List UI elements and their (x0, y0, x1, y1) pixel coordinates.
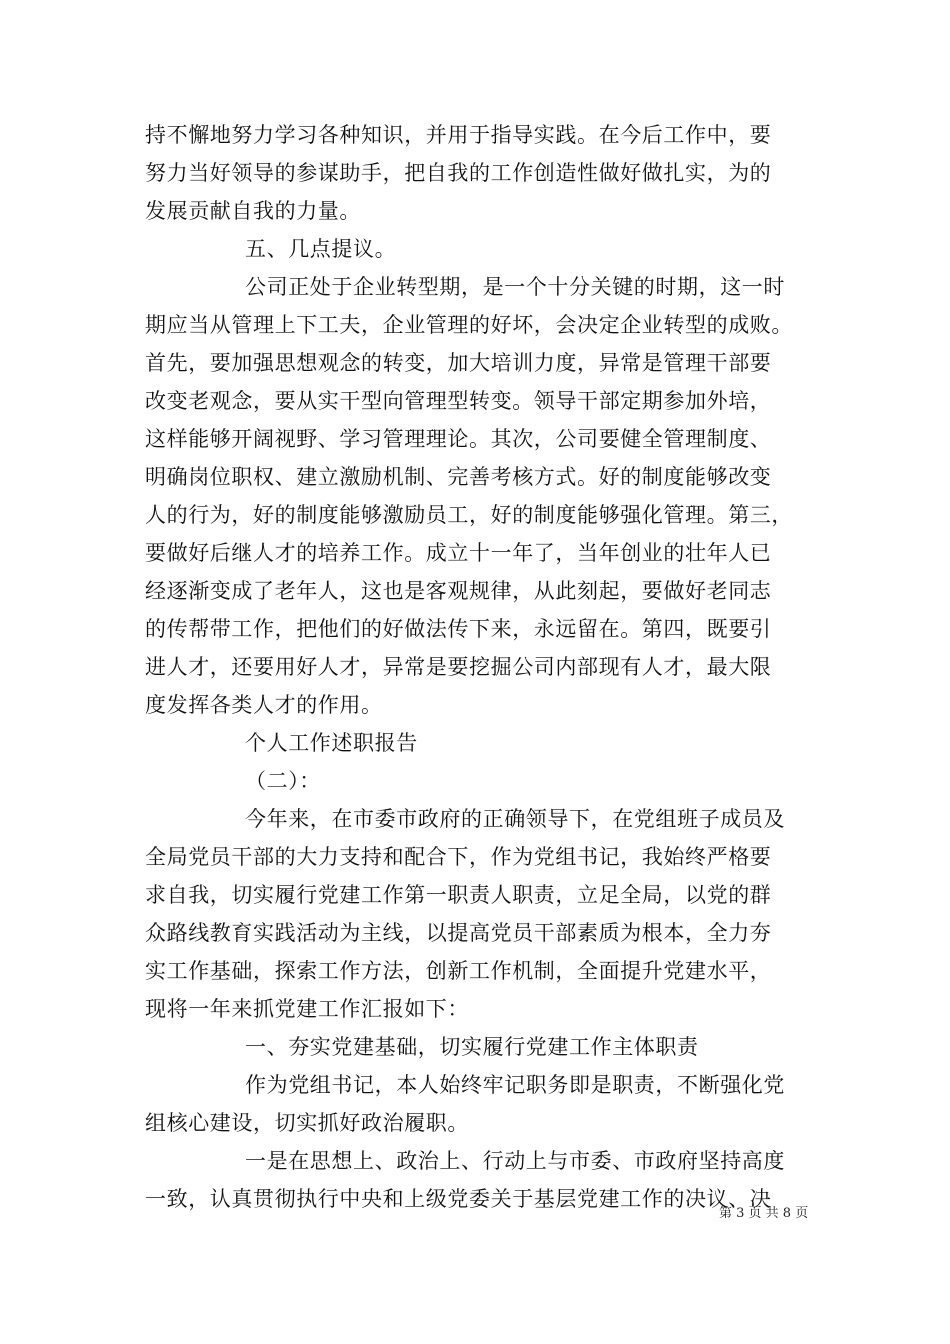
section-heading: 五、几点提议。 (245, 237, 397, 261)
text-line: 作为党组书记，本人始终牢记职务即是职责，不断强化党 (245, 1073, 785, 1097)
text-line: 进人才，还要用好人才，异常是要挖掘公司内部现有人才，最大限 (145, 655, 772, 679)
text-line: 组核心建设，切实抓好政治履职。 (145, 1111, 469, 1135)
text-line: 求自我，切实履行党建工作第一职责人职责，立足全局，以党的群 (145, 883, 772, 907)
report-subtitle: （二）： (245, 769, 321, 793)
text-line: 度发挥各类人才的作用。 (145, 693, 383, 717)
text-line: 一致，认真贯彻执行中央和上级党委关于基层党建工作的决议、决 (145, 1187, 772, 1211)
text-line: 一是在思想上、政治上、行动上与市委、市政府坚持高度 (245, 1149, 785, 1173)
page-number: 第 3 页 共 8 页 (719, 1206, 809, 1221)
text-line: 首先，要加强思想观念的转变，加大培训力度，异常是管理干部要 (145, 351, 772, 375)
text-line: 的传帮带工作，把他们的好做法传下来，永远留在。第四，既要引 (145, 617, 772, 641)
text-line: 现将一年来抓党建工作汇报如下： (145, 997, 469, 1021)
report-title: 个人工作述职报告 (245, 731, 418, 755)
text-line: 众路线教育实践活动为主线，以提高党员干部素质为根本，全力夯 (145, 921, 772, 945)
text-line: 明确岗位职权、建立激励机制、完善考核方式。好的制度能够改变 (145, 465, 772, 489)
text-line: 公司正处于企业转型期，是一个十分关键的时期，这一时 (245, 275, 785, 299)
text-line: 要做好后继人才的培养工作。成立十一年了，当年创业的壮年人已 (145, 541, 772, 565)
text-line: 持不懈地努力学习各种知识，并用于指导实践。在今后工作中，要 (145, 123, 772, 147)
text-line: 实工作基础，探索工作方法，创新工作机制，全面提升党建水平， (145, 959, 772, 983)
text-line: 全局党员干部的大力支持和配合下，作为党组书记，我始终严格要 (145, 845, 772, 869)
text-line: 期应当从管理上下工夫，企业管理的好坏，会决定企业转型的成败。 (145, 313, 793, 337)
text-line: 这样能够开阔视野、学习管理理论。其次，公司要健全管理制度、 (145, 427, 772, 451)
text-line: 努力当好领导的参谋助手，把自我的工作创造性做好做扎实，为的 (145, 161, 772, 185)
text-line: 发展贡献自我的力量。 (145, 199, 361, 223)
section-heading: 一、夯实党建基础，切实履行党建工作主体职责 (245, 1035, 699, 1059)
text-line: 经逐渐变成了老年人，这也是客观规律，从此刻起，要做好老同志 (145, 579, 772, 603)
text-line: 改变老观念，要从实干型向管理型转变。领导干部定期参加外培， (145, 389, 772, 413)
text-line: 人的行为，好的制度能够激励员工，好的制度能够强化管理。第三， (145, 503, 793, 527)
text-line: 今年来，在市委市政府的正确领导下，在党组班子成员及 (245, 807, 785, 831)
